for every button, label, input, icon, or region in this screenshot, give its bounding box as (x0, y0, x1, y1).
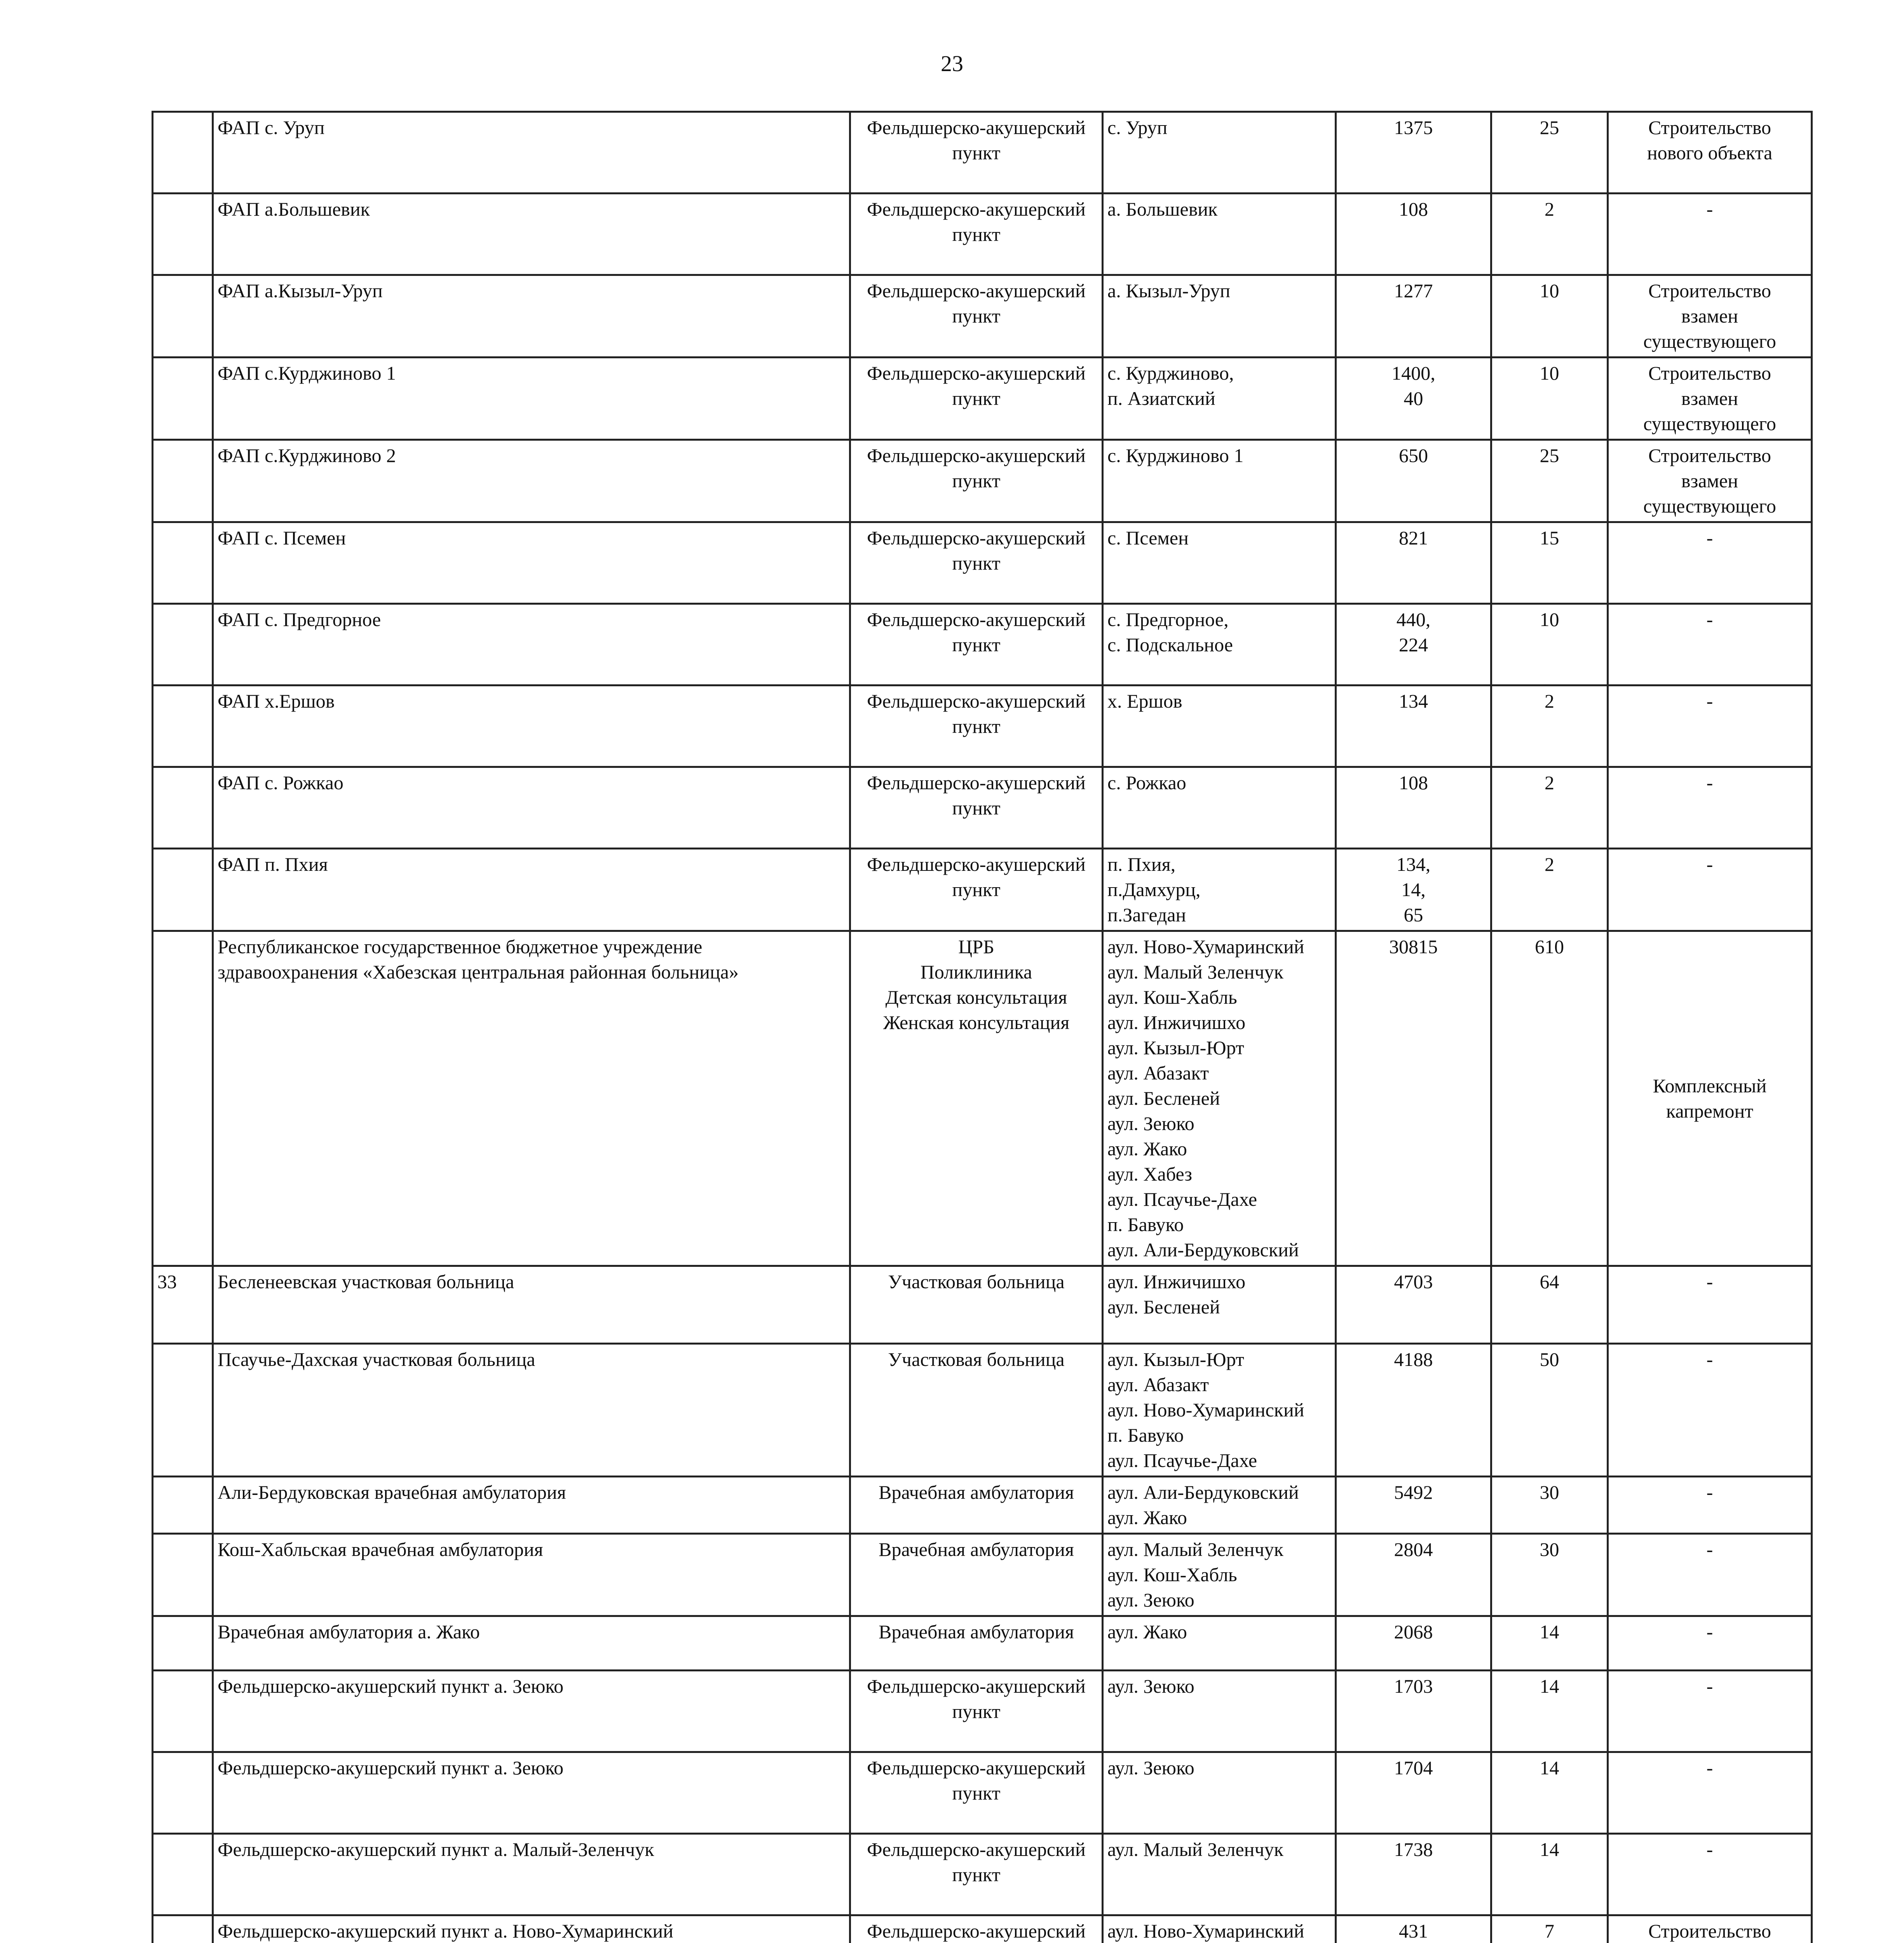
cell-population-line: 65 (1404, 904, 1423, 926)
cell-population (1336, 931, 1491, 1266)
cell-index: 33 (153, 1266, 213, 1344)
cell-population (1336, 440, 1491, 522)
table-row (153, 112, 1812, 194)
cell-population-line: 440, (1396, 609, 1431, 630)
cell-note (1608, 604, 1812, 685)
cell-population-line: 1738 (1394, 1838, 1433, 1860)
cell-settlements-line: с. Курджиново, (1107, 362, 1234, 384)
cell-facility-name: Кош-Хабльская врачебная амбулатория (213, 1534, 850, 1616)
cell-capacity: 14 (1491, 1671, 1608, 1752)
cell-population-line: 431 (1399, 1920, 1428, 1942)
cell-facility-type-line: Врачебная амбулатория (879, 1621, 1074, 1643)
cell-facility-type-line: ЦРБ (958, 936, 994, 958)
cell-settlements-line: х. Ершов (1107, 690, 1182, 712)
cell-population (1336, 1616, 1491, 1671)
cell-settlements-line: с. Уруп (1107, 117, 1168, 138)
cell-facility-type-line: Фельдшерско-акушерский (867, 1757, 1086, 1779)
cell-settlements-line: п.Дамхурц, (1107, 879, 1201, 900)
cell-facility-name: ФАП с. Псемен (213, 522, 850, 604)
cell-settlements-line: аул. Инжичишхо (1107, 1271, 1246, 1292)
cell-settlements (1103, 1477, 1336, 1534)
cell-settlements-line: аул. Жако (1107, 1621, 1187, 1643)
cell-settlements (1103, 275, 1336, 358)
cell-facility-type-line: Фельдшерско-акушерский (867, 1838, 1086, 1860)
cell-facility-type (850, 767, 1103, 849)
cell-facility-name: ФАП с.Курджиново 1 (213, 358, 850, 440)
table-row (153, 1915, 1812, 1943)
table-row (153, 604, 1812, 685)
cell-facility-type-line: пункт (952, 142, 1001, 164)
cell-facility-name: Али-Бердуковская врачебная амбулатория (213, 1477, 850, 1534)
cell-facility-type-line: Врачебная амбулатория (879, 1481, 1074, 1503)
cell-settlements-line: аул. Бесленей (1107, 1296, 1220, 1318)
cell-note-line: - (1706, 1271, 1713, 1292)
cell-facility-type-line: пункт (952, 387, 1001, 409)
table-row (153, 767, 1812, 849)
cell-settlements-line: п. Пхия, (1107, 853, 1176, 875)
cell-index (153, 604, 213, 685)
cell-facility-type-line: пункт (952, 634, 1001, 656)
cell-facility-type (850, 1671, 1103, 1752)
cell-note (1608, 767, 1812, 849)
cell-settlements-line: аул. Ново-Хумаринский (1107, 1920, 1304, 1942)
cell-population-line: 108 (1399, 198, 1428, 220)
cell-settlements-line: п. Бавуко (1107, 1424, 1184, 1446)
cell-note-line: - (1706, 1348, 1713, 1370)
cell-facility-name: Республиканское государственное бюджетное учреждение здравоохранения «Хабезская центральная районная больница» (213, 931, 850, 1266)
cell-facility-name: ФАП с. Предгорное (213, 604, 850, 685)
cell-facility-type-line: Фельдшерско-акушерский (867, 690, 1086, 712)
table-body (153, 112, 1812, 1943)
cell-index (153, 1616, 213, 1671)
cell-index (153, 931, 213, 1266)
cell-population-line: 650 (1399, 445, 1428, 466)
cell-settlements (1103, 1752, 1336, 1834)
cell-index (153, 194, 213, 275)
cell-note-line: - (1706, 609, 1713, 630)
cell-note-line: - (1706, 853, 1713, 875)
cell-population (1336, 849, 1491, 931)
cell-facility-type-line: пункт (952, 1864, 1001, 1885)
cell-population-line: 108 (1399, 772, 1428, 794)
cell-facility-type (850, 1477, 1103, 1534)
cell-facility-name: ФАП с. Уруп (213, 112, 850, 194)
cell-note-line: нового объекта (1647, 142, 1773, 164)
cell-settlements-line: аул. Жако (1107, 1507, 1187, 1528)
cell-settlements-line: с. Рожкао (1107, 772, 1186, 794)
table-row (153, 1534, 1812, 1616)
cell-settlements-line: аул. Ново-Хумаринский (1107, 936, 1304, 958)
cell-index (153, 1834, 213, 1915)
cell-capacity: 7 (1491, 1915, 1608, 1943)
cell-facility-type-line: Фельдшерско-акушерский (867, 362, 1086, 384)
cell-population (1336, 1477, 1491, 1534)
cell-capacity: 14 (1491, 1616, 1608, 1671)
cell-capacity: 2 (1491, 194, 1608, 275)
cell-population-line: 134 (1399, 690, 1428, 712)
cell-note-line: - (1706, 1757, 1713, 1779)
cell-facility-type (850, 849, 1103, 931)
cell-settlements (1103, 1616, 1336, 1671)
cell-facility-type-line: Фельдшерско-акушерский (867, 609, 1086, 630)
cell-settlements (1103, 358, 1336, 440)
cell-facility-type (850, 194, 1103, 275)
cell-population-line: 1375 (1394, 117, 1433, 138)
cell-population-line: 224 (1399, 634, 1428, 656)
cell-index (153, 275, 213, 358)
cell-population-line: 1703 (1394, 1675, 1433, 1697)
cell-index (153, 767, 213, 849)
cell-facility-type (850, 1344, 1103, 1477)
table-row (153, 1752, 1812, 1834)
cell-settlements-line: аул. Зеюко (1107, 1675, 1194, 1697)
cell-population-line: 1277 (1394, 280, 1433, 302)
cell-facility-type (850, 440, 1103, 522)
cell-facility-type-line: пункт (952, 1782, 1001, 1804)
cell-settlements-line: п. Азиатский (1107, 387, 1215, 409)
cell-capacity: 2 (1491, 849, 1608, 931)
cell-facility-type-line: пункт (952, 715, 1001, 737)
cell-note-line: Строительство (1648, 362, 1771, 384)
cell-capacity: 25 (1491, 440, 1608, 522)
cell-facility-type (850, 1915, 1103, 1943)
cell-settlements-line: аул. Ново-Хумаринский (1107, 1399, 1304, 1421)
cell-facility-type-line: пункт (952, 223, 1001, 245)
cell-settlements-line: аул. Бесленей (1107, 1087, 1220, 1109)
cell-facility-name: Фельдшерско-акушерский пункт а. Зеюко (213, 1671, 850, 1752)
cell-note (1608, 112, 1812, 194)
cell-capacity: 30 (1491, 1534, 1608, 1616)
cell-capacity: 15 (1491, 522, 1608, 604)
cell-facility-name: Псаучье-Дахская участковая больница (213, 1344, 850, 1477)
cell-note (1608, 440, 1812, 522)
cell-settlements-line: с. Курджиново 1 (1107, 445, 1244, 466)
table-row (153, 1834, 1812, 1915)
cell-settlements-line: аул. Псаучье-Дахе (1107, 1188, 1257, 1210)
cell-note-line: Строительство (1648, 445, 1771, 466)
cell-facility-type-line: Фельдшерско-акушерский (867, 1675, 1086, 1697)
cell-population-line: 2068 (1394, 1621, 1433, 1643)
cell-settlements (1103, 1534, 1336, 1616)
cell-population-line: 134, (1396, 853, 1431, 875)
cell-population (1336, 275, 1491, 358)
table-row (153, 275, 1812, 358)
cell-facility-name: Бесленеевская участковая больница (213, 1266, 850, 1344)
table-row (153, 931, 1812, 1266)
table-row (153, 440, 1812, 522)
cell-settlements-line: аул. Инжичишхо (1107, 1012, 1246, 1033)
cell-note (1608, 1534, 1812, 1616)
cell-settlements-line: аул. Али-Бердуковский (1107, 1239, 1299, 1261)
cell-facility-type-line: Детская консультация (885, 986, 1067, 1008)
cell-settlements (1103, 194, 1336, 275)
cell-settlements-line: аул. Зеюко (1107, 1589, 1194, 1611)
cell-population (1336, 358, 1491, 440)
cell-facility-type-line: пункт (952, 552, 1001, 574)
cell-note-line: Комплексный (1653, 1074, 1767, 1097)
cell-note (1608, 522, 1812, 604)
cell-facility-type-line: Фельдшерско-акушерский (867, 527, 1086, 549)
cell-capacity: 50 (1491, 1344, 1608, 1477)
cell-facility-name: Фельдшерско-акушерский пункт а. Малый-Зеленчук (213, 1834, 850, 1915)
cell-note (1608, 1671, 1812, 1752)
cell-facility-name: Фельдшерско-акушерский пункт а. Ново-Хумаринский (213, 1915, 850, 1943)
cell-settlements-line: аул. Абазакт (1107, 1062, 1209, 1084)
cell-note-line: - (1706, 527, 1713, 549)
cell-population (1336, 1266, 1491, 1344)
cell-settlements-line: аул. Али-Бердуковский (1107, 1481, 1299, 1503)
cell-note-line: - (1706, 1481, 1713, 1503)
cell-settlements-line: аул. Кызыл-Юрт (1107, 1348, 1244, 1370)
cell-population-line: 821 (1399, 527, 1428, 549)
cell-population-line: 14, (1401, 879, 1426, 900)
cell-facility-type-line: пункт (952, 470, 1001, 492)
cell-capacity: 30 (1491, 1477, 1608, 1534)
cell-note (1608, 1616, 1812, 1671)
cell-settlements-line: аул. Жако (1107, 1138, 1187, 1160)
cell-facility-name: ФАП с.Курджиново 2 (213, 440, 850, 522)
cell-note-line: - (1706, 1675, 1713, 1697)
cell-facility-type-line: Женская консультация (883, 1012, 1070, 1033)
cell-settlements (1103, 522, 1336, 604)
cell-population (1336, 1671, 1491, 1752)
cell-note-line: Строительство (1648, 1920, 1771, 1942)
cell-facility-name: ФАП с. Рожкао (213, 767, 850, 849)
cell-settlements (1103, 112, 1336, 194)
cell-facility-type (850, 1752, 1103, 1834)
cell-facility-type-line: Фельдшерско-акушерский (867, 117, 1086, 138)
cell-note (1608, 685, 1812, 767)
cell-facility-type-line: Фельдшерско-акушерский (867, 772, 1086, 794)
cell-index (153, 1915, 213, 1943)
cell-settlements-line: а. Кызыл-Уруп (1107, 280, 1231, 302)
cell-capacity: 10 (1491, 358, 1608, 440)
cell-settlements-line: аул. Абазакт (1107, 1374, 1209, 1395)
cell-facility-type (850, 1534, 1103, 1616)
cell-facility-type (850, 275, 1103, 358)
cell-note-line: взамен (1681, 387, 1738, 409)
cell-settlements-line: аул. Малый Зеленчук (1107, 1838, 1283, 1860)
cell-index (153, 685, 213, 767)
cell-settlements-line: аул. Зеюко (1107, 1757, 1194, 1779)
cell-facility-type-line: Врачебная амбулатория (879, 1538, 1074, 1560)
table-row (153, 522, 1812, 604)
cell-note-line: - (1706, 1621, 1713, 1643)
cell-facility-type (850, 931, 1103, 1266)
table-row (153, 1344, 1812, 1477)
cell-settlements-line: аул. Кош-Хабль (1107, 986, 1237, 1008)
cell-population (1336, 194, 1491, 275)
cell-capacity: 14 (1491, 1752, 1608, 1834)
table-row (153, 1477, 1812, 1534)
cell-index (153, 112, 213, 194)
cell-facility-name: Врачебная амбулатория а. Жако (213, 1616, 850, 1671)
cell-note-line: взамен (1681, 305, 1738, 327)
cell-facility-type-line: Фельдшерско-акушерский (867, 853, 1086, 875)
cell-population-line: 2804 (1394, 1538, 1433, 1560)
table-row (153, 194, 1812, 275)
cell-index (153, 1671, 213, 1752)
cell-capacity: 10 (1491, 604, 1608, 685)
table-row (153, 685, 1812, 767)
cell-note (1608, 1477, 1812, 1534)
cell-population (1336, 1915, 1491, 1943)
table-row (153, 1266, 1812, 1344)
cell-population (1336, 767, 1491, 849)
cell-capacity: 10 (1491, 275, 1608, 358)
cell-facility-type (850, 522, 1103, 604)
cell-facility-type (850, 1266, 1103, 1344)
cell-settlements (1103, 931, 1336, 1266)
cell-population (1336, 1834, 1491, 1915)
cell-population (1336, 604, 1491, 685)
cell-facility-type-line: пункт (952, 1701, 1001, 1722)
cell-facility-type-line: пункт (952, 305, 1001, 327)
table-row (153, 849, 1812, 931)
cell-note (1608, 194, 1812, 275)
cell-facility-name: ФАП п. Пхия (213, 849, 850, 931)
cell-facility-type-line: пункт (952, 879, 1001, 900)
cell-index (153, 1534, 213, 1616)
cell-settlements-line: с. Предгорное, (1107, 609, 1229, 630)
cell-note-line: существующего (1643, 413, 1776, 434)
cell-settlements (1103, 440, 1336, 522)
cell-capacity: 64 (1491, 1266, 1608, 1344)
cell-settlements-line: аул. Зеюко (1107, 1113, 1194, 1134)
cell-settlements-line: с. Подскальное (1107, 634, 1233, 656)
cell-note-line: - (1706, 198, 1713, 220)
cell-population-line: 40 (1404, 387, 1423, 409)
cell-note-line: - (1706, 1838, 1713, 1860)
cell-note (1608, 931, 1812, 1266)
cell-index (153, 522, 213, 604)
page-number: 23 (941, 51, 963, 76)
cell-index (153, 1752, 213, 1834)
cell-population-line: 5492 (1394, 1481, 1433, 1503)
cell-facility-type-line: Поликлиника (920, 961, 1032, 983)
cell-capacity: 2 (1491, 767, 1608, 849)
table-row (153, 1671, 1812, 1752)
cell-settlements-line: п. Бавуко (1107, 1214, 1184, 1235)
cell-note-line: - (1706, 772, 1713, 794)
cell-population-line: 4188 (1394, 1348, 1433, 1370)
cell-facility-type-line: Фельдшерско-акушерский (867, 280, 1086, 302)
cell-note (1608, 1266, 1812, 1344)
cell-note (1608, 275, 1812, 358)
cell-population (1336, 1534, 1491, 1616)
cell-note (1608, 1752, 1812, 1834)
cell-note (1608, 358, 1812, 440)
cell-facility-type (850, 1834, 1103, 1915)
cell-note-line: взамен (1681, 470, 1738, 492)
cell-settlements (1103, 685, 1336, 767)
cell-settlements (1103, 1915, 1336, 1943)
cell-index (153, 1477, 213, 1534)
cell-settlements (1103, 1266, 1336, 1344)
cell-settlements-line: аул. Псаучье-Дахе (1107, 1449, 1257, 1471)
cell-note-line: - (1706, 690, 1713, 712)
cell-index (153, 440, 213, 522)
cell-note (1608, 1834, 1812, 1915)
cell-capacity: 25 (1491, 112, 1608, 194)
cell-population-line: 1400, (1391, 362, 1435, 384)
cell-capacity: 14 (1491, 1834, 1608, 1915)
cell-note (1608, 1344, 1812, 1477)
cell-population (1336, 1344, 1491, 1477)
cell-facility-type (850, 604, 1103, 685)
cell-facility-type-line: Фельдшерско-акушерский (867, 1920, 1086, 1942)
cell-facility-type-line: пункт (952, 797, 1001, 819)
cell-settlements (1103, 1834, 1336, 1915)
cell-facility-type (850, 685, 1103, 767)
cell-index (153, 1344, 213, 1477)
cell-facility-type (850, 112, 1103, 194)
cell-settlements-line: п.Загедан (1107, 904, 1186, 926)
cell-settlements-line: аул. Кош-Хабль (1107, 1564, 1237, 1585)
cell-settlements-line: аул. Кызыл-Юрт (1107, 1037, 1244, 1059)
cell-settlements (1103, 1344, 1336, 1477)
cell-settlements-line: аул. Малый Зеленчук (1107, 1538, 1283, 1560)
cell-facility-type (850, 358, 1103, 440)
cell-facility-type-line: Фельдшерско-акушерский (867, 198, 1086, 220)
cell-capacity: 2 (1491, 685, 1608, 767)
cell-settlements (1103, 604, 1336, 685)
facilities-table (152, 111, 1813, 1943)
cell-note-line: существующего (1643, 330, 1776, 352)
cell-note-line: существующего (1643, 495, 1776, 517)
cell-note-line: Строительство (1648, 117, 1771, 138)
cell-facility-type-line: Участковая больница (888, 1348, 1065, 1370)
cell-index (153, 849, 213, 931)
cell-population (1336, 522, 1491, 604)
cell-settlements (1103, 767, 1336, 849)
cell-note-line: Строительство (1648, 280, 1771, 302)
cell-facility-name: Фельдшерско-акушерский пункт а. Зеюко (213, 1752, 850, 1834)
cell-settlements (1103, 849, 1336, 931)
cell-note-line: - (1706, 1538, 1713, 1560)
cell-settlements-line: с. Псемен (1107, 527, 1189, 549)
cell-note (1608, 849, 1812, 931)
cell-capacity: 610 (1491, 931, 1608, 1266)
cell-settlements-line: а. Большевик (1107, 198, 1218, 220)
table-row (153, 1616, 1812, 1671)
cell-note (1608, 1915, 1812, 1943)
cell-settlements-line: аул. Хабез (1107, 1163, 1193, 1185)
cell-index (153, 358, 213, 440)
cell-facility-name: ФАП х.Ершов (213, 685, 850, 767)
cell-note-line: капремонт (1666, 1100, 1754, 1122)
cell-facility-name: ФАП а.Большевик (213, 194, 850, 275)
cell-population (1336, 112, 1491, 194)
cell-facility-type-line: Участковая больница (888, 1271, 1065, 1292)
cell-facility-type (850, 1616, 1103, 1671)
cell-facility-type-line: Фельдшерско-акушерский (867, 445, 1086, 466)
cell-population-line: 30815 (1389, 936, 1438, 958)
table-row (153, 358, 1812, 440)
cell-settlements (1103, 1671, 1336, 1752)
cell-population (1336, 685, 1491, 767)
cell-population (1336, 1752, 1491, 1834)
cell-settlements-line: аул. Малый Зеленчук (1107, 961, 1283, 983)
cell-population-line: 1704 (1394, 1757, 1433, 1779)
cell-population-line: 4703 (1394, 1271, 1433, 1292)
facilities-table-container (152, 111, 1811, 1943)
cell-facility-name: ФАП а.Кызыл-Уруп (213, 275, 850, 358)
